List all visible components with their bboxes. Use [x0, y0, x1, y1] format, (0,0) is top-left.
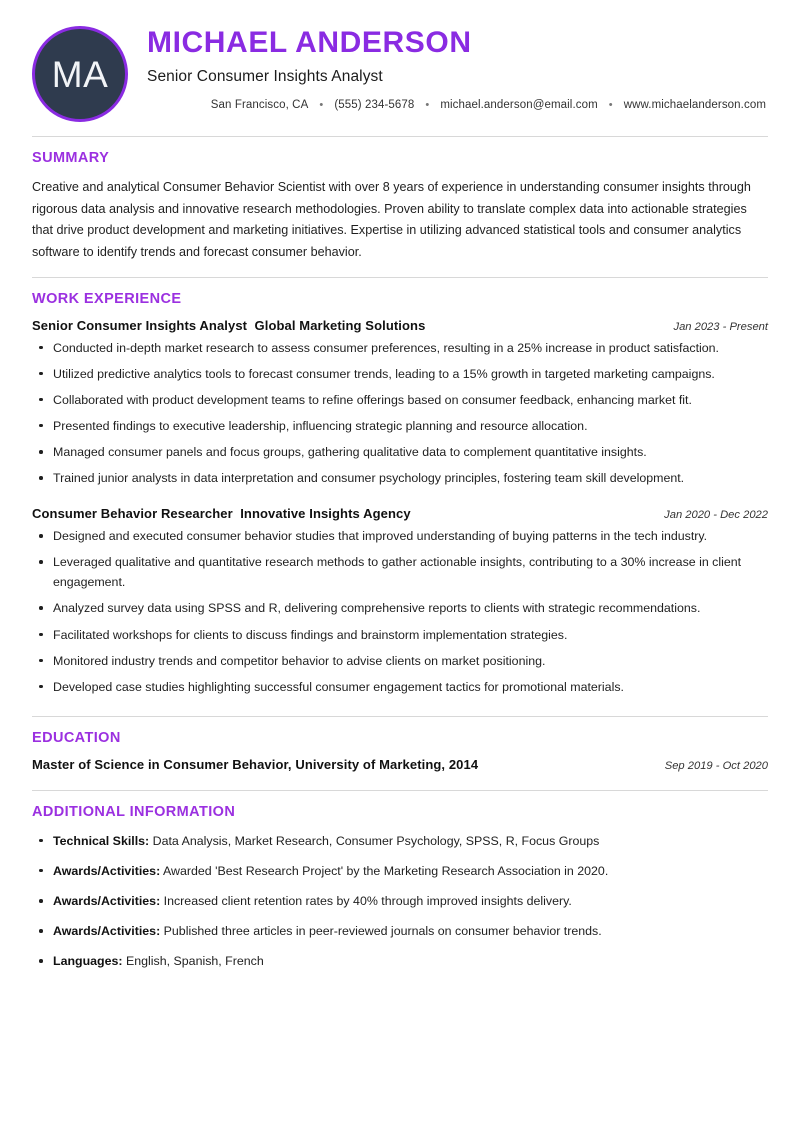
experience-heading [32, 506, 411, 521]
avatar-initials: MA [51, 53, 109, 95]
experience-dates: Jan 2023 - Present [673, 320, 768, 333]
list-item: Utilized predictive analytics tools to forecast consumer trends, leading to a 15% growth in targeted marketing campaigns. [32, 364, 768, 384]
job-headline: Senior Consumer Insights Analyst [147, 68, 383, 85]
list-item: Collaborated with product development teams to refine offerings based on consumer feedback, enhancing market fit. [32, 390, 768, 410]
list-item [32, 861, 768, 881]
section-title-education: EDUCATION [32, 729, 121, 746]
list-item: Trained junior analysts in data interpretation and consumer psychology principles, fostering team skill development. [32, 468, 768, 488]
education-body [32, 757, 768, 790]
experience-dates: Jan 2020 - Dec 2022 [664, 509, 768, 522]
list-item: Managed consumer panels and focus groups, gathering qualitative data to complement quantitative insights. [32, 442, 768, 462]
summary-text: Creative and analytical Consumer Behavior Scientist with over 8 years of experience in understanding consumer insights through rigorous data analysis and innovative research methodologies. Proven ability to translate complex data into actionable strategies that drive product development and marketing initiatives. Expertise in utilizing advanced statistical tools and consumer analytics software to identify trends and forecast consumer behavior. [32, 180, 751, 259]
page-title: MICHAEL ANDERSON [147, 26, 472, 59]
contact-separator: • [425, 99, 430, 111]
experience-job-title: Consumer Behavior Researcher [32, 506, 233, 522]
info-value: Data Analysis, Market Research, Consumer Psychology, SPSS, R, Focus Groups [152, 833, 600, 848]
experience-company: Innovative Insights Agency [240, 506, 411, 522]
list-item: Facilitated workshops for clients to discuss findings and brainstorm implementation strategies. [32, 625, 768, 645]
info-value: Published three articles in peer-reviewed journals on consumer behavior trends. [163, 924, 602, 939]
experience-bullet-list [32, 338, 768, 489]
experience-heading [32, 318, 425, 333]
info-value: English, Spanish, French [126, 954, 264, 969]
entry-spacer [32, 494, 768, 506]
list-item: Designed and executed consumer behavior studies that improved understanding of buying patterns in the tech industry. [32, 526, 768, 546]
info-value: Increased client retention rates by 40% through improved insights delivery. [163, 894, 572, 909]
additional-information-body [32, 831, 768, 994]
experience-bullet-list [32, 526, 768, 697]
contact-location: San Francisco, CA [210, 99, 309, 111]
experience-entry [32, 506, 768, 697]
list-item: Analyzed survey data using SPSS and R, delivering comprehensive reports to clients with strategic recommendations. [32, 598, 768, 618]
list-item: Conducted in-depth market research to assess consumer preferences, resulting in a 25% increase in product satisfaction. [32, 338, 768, 358]
resume-header [32, 0, 768, 136]
section-title-work-experience: WORK EXPERIENCE [32, 290, 182, 307]
info-value: Awarded 'Best Research Project' by the Marketing Research Association in 2020. [162, 863, 609, 878]
list-item [32, 891, 768, 911]
list-item: Presented findings to executive leadership, influencing strategic planning and resource allocation. [32, 416, 768, 436]
section-education [32, 717, 768, 790]
header-text-block [128, 24, 768, 111]
contact-email[interactable]: michael.anderson@email.com [440, 99, 598, 111]
education-entry [32, 757, 768, 772]
list-item [32, 951, 768, 971]
experience-company: Global Marketing Solutions [254, 317, 426, 333]
experience-entry-header [32, 506, 768, 521]
contact-phone[interactable]: (555) 234-5678 [334, 99, 415, 111]
list-item: Leveraged qualitative and quantitative research methods to gather actionable insights, contributing to a 30% increase in client engagement. [32, 552, 768, 592]
section-work-experience [32, 278, 768, 716]
education-degree: Master of Science in Consumer Behavior, University of Marketing, 2014 [32, 756, 479, 772]
summary-body [32, 177, 768, 277]
list-item: Monitored industry trends and competitor behavior to advise clients on market positioning. [32, 651, 768, 671]
info-label: Technical Skills: [53, 833, 150, 848]
info-label: Awards/Activities: [53, 863, 161, 878]
list-item: Developed case studies highlighting successful consumer engagement tactics for promotional materials. [32, 677, 768, 697]
section-summary [32, 137, 768, 277]
education-entry-header [32, 757, 768, 772]
info-label: Awards/Activities: [53, 894, 161, 909]
experience-entry-header [32, 318, 768, 333]
list-item [32, 921, 768, 941]
contact-website[interactable]: www.michaelanderson.com [623, 99, 766, 111]
additional-information-list [32, 831, 768, 971]
section-additional-information [32, 791, 768, 994]
contact-row [147, 99, 768, 111]
education-dates: Sep 2019 - Oct 2020 [664, 759, 768, 772]
info-label: Languages: [53, 954, 123, 969]
list-item [32, 831, 768, 851]
section-title-additional-information: ADDITIONAL INFORMATION [32, 803, 236, 820]
work-experience-body [32, 318, 768, 716]
section-title-summary: SUMMARY [32, 150, 110, 166]
info-label: Awards/Activities: [53, 924, 161, 939]
contact-separator: • [608, 99, 613, 111]
avatar [32, 26, 128, 122]
contact-separator: • [319, 99, 324, 111]
experience-job-title: Senior Consumer Insights Analyst [32, 317, 248, 333]
experience-entry [32, 318, 768, 489]
